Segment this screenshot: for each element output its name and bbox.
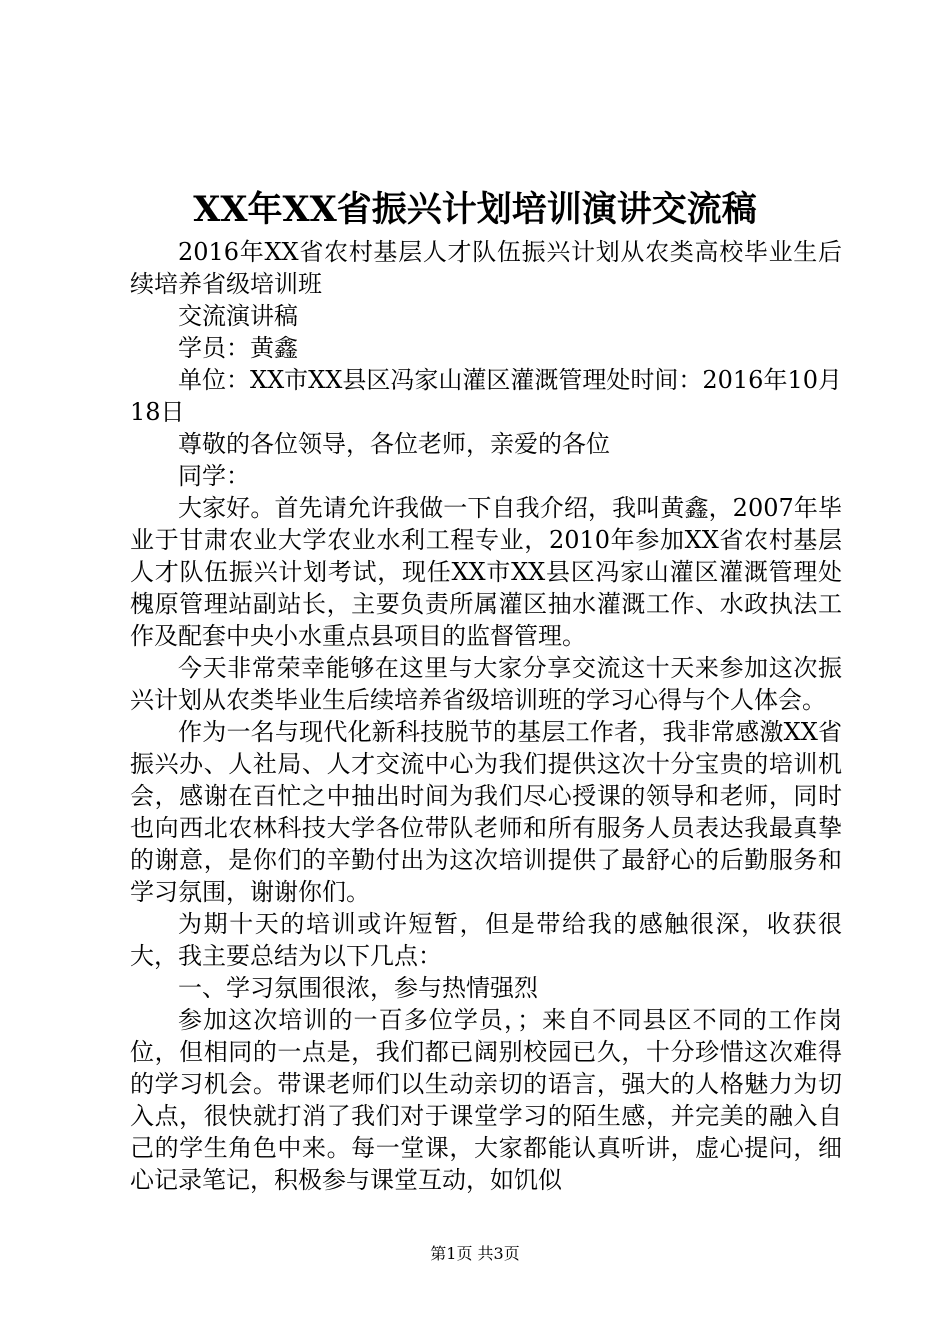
- paragraph-speech-label: 交流演讲稿: [178, 302, 298, 330]
- paragraph-student: 学员：黄鑫: [178, 334, 298, 362]
- paragraph-section-1: 参加这次培训的一百多位学员，；来自不同县区不同的工作岗位，但相同的一点是，我们都已阔别校园已久，十分珍惜这次难得的学习机会。带课老师们以生动亲切的语言，强大的人格魅力为切入点，很快就打消了我们对于课堂学习的陌生感，并完美的融入自己的学生角色中来。每一堂课，大家都能认真听讲，虚心提问，细心记录笔记，积极参与课堂互动，如饥似: [130, 1006, 842, 1194]
- paragraph-self-intro: 大家好。首先请允许我做一下自我介绍，我叫黄鑫，2007年毕业于甘肃农业大学农业水利工程专业，2010年参加XX省农村基层人才队伍振兴计划考试，现任XX市XX县区冯家山灌区灌溉管理处槐原管理站副站长，主要负责所属灌区抽水灌溉工作、水政执法工作及配套中央小水重点县项目的监督管理。: [130, 494, 842, 650]
- paragraph-honor: 今天非常荣幸能够在这里与大家分享交流这十天来参加这次振兴计划从农类毕业生后续培养省级培训班的学习心得与个人体会。: [130, 654, 842, 714]
- paragraph-greeting-cont: 同学：: [178, 462, 250, 490]
- paragraph-summary-intro: 为期十天的培训或许短暂，但是带给我的感触很深，收获很大，我主要总结为以下几点：: [130, 910, 842, 970]
- page-footer: 第1页 共3页: [430, 1244, 520, 1263]
- paragraph-training-class: 2016年XX省农村基层人才队伍振兴计划从农类高校毕业生后续培养省级培训班: [130, 238, 842, 298]
- paragraph-thanks: 作为一名与现代化新科技脱节的基层工作者，我非常感激XX省振兴办、人社局、人才交流中心为我们提供这次十分宝贵的培训机会，感谢在百忙之中抽出时间为我们尽心授课的领导和老师，同时也向西北农林科技大学各位带队老师和所有服务人员表达我最真挚的谢意，是你们的辛勤付出为这次培训提供了最舒心的后勤服务和学习氛围，谢谢你们。: [130, 718, 842, 906]
- section-heading-1: 一、学习氛围很浓，参与热情强烈: [178, 974, 538, 1002]
- document-title: XX年XX省振兴计划培训演讲交流稿: [193, 189, 757, 230]
- paragraph-greeting: 尊敬的各位领导，各位老师，亲爱的各位: [178, 430, 610, 458]
- paragraph-unit-time: 单位：XX市XX县区冯家山灌区灌溉管理处时间：2016年10月18日: [130, 366, 842, 426]
- document-body: [130, 236, 842, 1196]
